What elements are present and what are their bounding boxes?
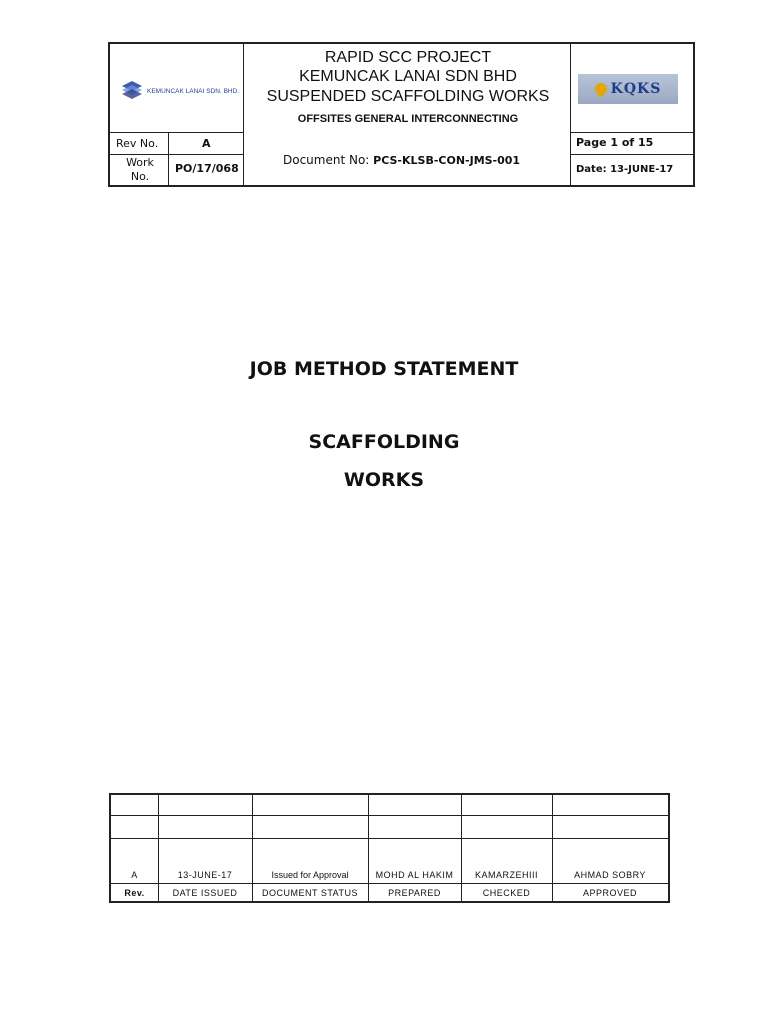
checked-cell: KAMARZEHIII (474, 870, 538, 880)
kemuncak-logo-icon (120, 80, 144, 102)
rev-label: Rev No. (116, 137, 159, 150)
document-number-value: PCS-KLSB-CON-JMS-001 (373, 154, 521, 167)
header-checked: CHECKED (482, 888, 531, 898)
approved-cell: AHMAD SOBRY (574, 870, 646, 880)
document-number (283, 153, 520, 167)
document-subject-line-2: WORKS (343, 469, 425, 491)
rev-value: A (202, 137, 211, 150)
page-count: Page 1 of 15 (576, 136, 654, 149)
kqks-logo-text: KQKS (610, 81, 662, 97)
work-label: Work No. (126, 156, 154, 183)
project-name: RAPID SCC PROJECT (324, 49, 492, 66)
kqks-logo (578, 74, 678, 104)
date-issued-cell: 13-JUNE-17 (177, 870, 233, 880)
document-number-label: Document No: (283, 153, 374, 167)
works-title: SUSPENDED SCAFFOLDING WORKS (266, 88, 550, 105)
header-prepared: PREPARED (388, 888, 441, 898)
prepared-cell: MOHD AL HAKIM (375, 870, 454, 880)
company-logo-text: KEMUNCAK LANAI SDN. BHD. (147, 87, 240, 95)
header-title-block (245, 46, 571, 128)
header-date-issued: DATE ISSUED (172, 888, 238, 898)
company-logo (120, 74, 240, 108)
document-date: Date: 13-JUNE-17 (576, 164, 674, 175)
revision-approval-table (109, 793, 670, 903)
oil-drop-icon (592, 81, 609, 98)
company-name: KEMUNCAK LANAI SDN BHD (299, 68, 517, 85)
header-approved: APPROVED (582, 888, 637, 898)
document-subject-line-1: SCAFFOLDING (308, 431, 460, 453)
works-subtitle: OFFSITES GENERAL INTERCONNECTING (297, 113, 519, 125)
header-document-status: DOCUMENT STATUS (261, 888, 358, 898)
document-status-cell: Issued for Approval (271, 870, 349, 880)
document-header (108, 42, 695, 187)
document-title: JOB METHOD STATEMENT (249, 358, 519, 380)
header-rev: Rev. (124, 888, 145, 898)
revision-cell: A (131, 870, 138, 880)
work-value: PO/17/068 (175, 162, 239, 175)
